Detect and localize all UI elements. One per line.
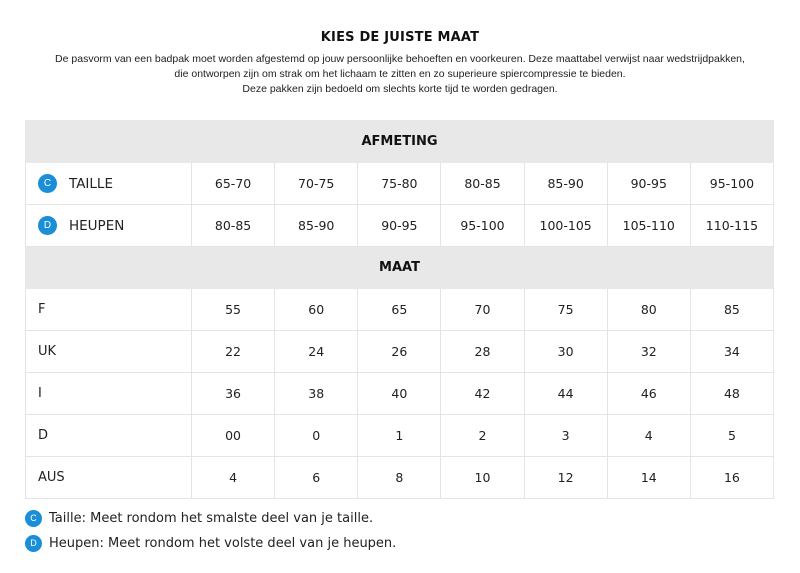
table-cell: 70-75 xyxy=(275,163,358,205)
table-cell: 80-85 xyxy=(192,205,275,247)
table-cell: 14 xyxy=(607,457,690,499)
row-label: F xyxy=(26,289,192,331)
table-cell: 3 xyxy=(524,415,607,457)
table-cell: 70 xyxy=(441,289,524,331)
table-cell: 32 xyxy=(607,331,690,373)
size-header: MAAT xyxy=(26,247,774,289)
table-cell: 46 xyxy=(607,373,690,415)
table-cell: 38 xyxy=(275,373,358,415)
legend-badge-icon: C xyxy=(25,510,42,527)
row-label xyxy=(26,205,192,247)
table-cell: 4 xyxy=(192,457,275,499)
table-cell: 90-95 xyxy=(358,205,441,247)
table-cell: 5 xyxy=(690,415,773,457)
measurement-badge-icon: D xyxy=(38,216,57,235)
table-cell: 110-115 xyxy=(690,205,773,247)
row-label: AUS xyxy=(26,457,192,499)
legend-text: Taille: Meet rondom het smalste deel van je taille. xyxy=(49,511,374,526)
table-cell: 34 xyxy=(690,331,773,373)
measurement-badge-icon: C xyxy=(38,174,57,193)
table-cell: 22 xyxy=(192,331,275,373)
table-cell: 105-110 xyxy=(607,205,690,247)
table-cell: 75 xyxy=(524,289,607,331)
table-cell: 4 xyxy=(607,415,690,457)
row-label-text: HEUPEN xyxy=(69,217,125,234)
table-cell: 26 xyxy=(358,331,441,373)
table-row-aus xyxy=(26,457,774,499)
measurement-section-header xyxy=(26,121,774,163)
row-label: I xyxy=(26,373,192,415)
table-cell: 90-95 xyxy=(607,163,690,205)
table-row-f xyxy=(26,289,774,331)
table-row-taille xyxy=(26,163,774,205)
table-cell: 8 xyxy=(358,457,441,499)
table-cell: 42 xyxy=(441,373,524,415)
table-cell: 30 xyxy=(524,331,607,373)
table-row-i xyxy=(26,373,774,415)
table-cell: 95-100 xyxy=(441,205,524,247)
table-cell: 80 xyxy=(607,289,690,331)
table-cell: 1 xyxy=(358,415,441,457)
table-cell: 6 xyxy=(275,457,358,499)
table-cell: 36 xyxy=(192,373,275,415)
table-cell: 95-100 xyxy=(690,163,773,205)
legend-text: Heupen: Meet rondom het volste deel van je heupen. xyxy=(49,536,397,551)
measurement-header: AFMETING xyxy=(26,121,774,163)
intro-line: die ontworpen zijn om strak om het lichaam te zitten en zo superieure spiercompressie te bieden. xyxy=(174,68,626,80)
legend-item-heupen xyxy=(25,535,396,552)
page-title: KIES DE JUISTE MAAT xyxy=(320,30,480,45)
table-row-d xyxy=(26,415,774,457)
table-cell: 0 xyxy=(275,415,358,457)
table-cell: 44 xyxy=(524,373,607,415)
table-cell: 28 xyxy=(441,331,524,373)
intro-line: De pasvorm van een badpak moet worden afgestemd op jouw persoonlijke behoeften en voorkeuren. Deze maattabel verwijst naar wedstrijdpakken, xyxy=(55,53,745,65)
table-row-uk xyxy=(26,331,774,373)
intro-text xyxy=(0,52,800,97)
table-cell: 65-70 xyxy=(192,163,275,205)
size-section-header xyxy=(26,247,774,289)
size-chart-table xyxy=(25,120,774,499)
row-label xyxy=(26,163,192,205)
legend-badge-icon: D xyxy=(25,535,42,552)
table-cell: 48 xyxy=(690,373,773,415)
table-cell: 40 xyxy=(358,373,441,415)
table-row-heupen xyxy=(26,205,774,247)
table-cell: 65 xyxy=(358,289,441,331)
table-cell: 2 xyxy=(441,415,524,457)
table-cell: 85 xyxy=(690,289,773,331)
intro-line: Deze pakken zijn bedoeld om slechts korte tijd te worden gedragen. xyxy=(242,83,558,95)
table-cell: 24 xyxy=(275,331,358,373)
legend-item-taille xyxy=(25,510,373,527)
table-cell: 80-85 xyxy=(441,163,524,205)
table-cell: 10 xyxy=(441,457,524,499)
table-cell: 55 xyxy=(192,289,275,331)
row-label-text: TAILLE xyxy=(69,175,113,192)
table-cell: 75-80 xyxy=(358,163,441,205)
table-cell: 60 xyxy=(275,289,358,331)
table-cell: 85-90 xyxy=(524,163,607,205)
table-cell: 85-90 xyxy=(275,205,358,247)
table-cell: 00 xyxy=(192,415,275,457)
table-cell: 100-105 xyxy=(524,205,607,247)
table-cell: 16 xyxy=(690,457,773,499)
table-cell: 12 xyxy=(524,457,607,499)
row-label: D xyxy=(26,415,192,457)
row-label: UK xyxy=(26,331,192,373)
